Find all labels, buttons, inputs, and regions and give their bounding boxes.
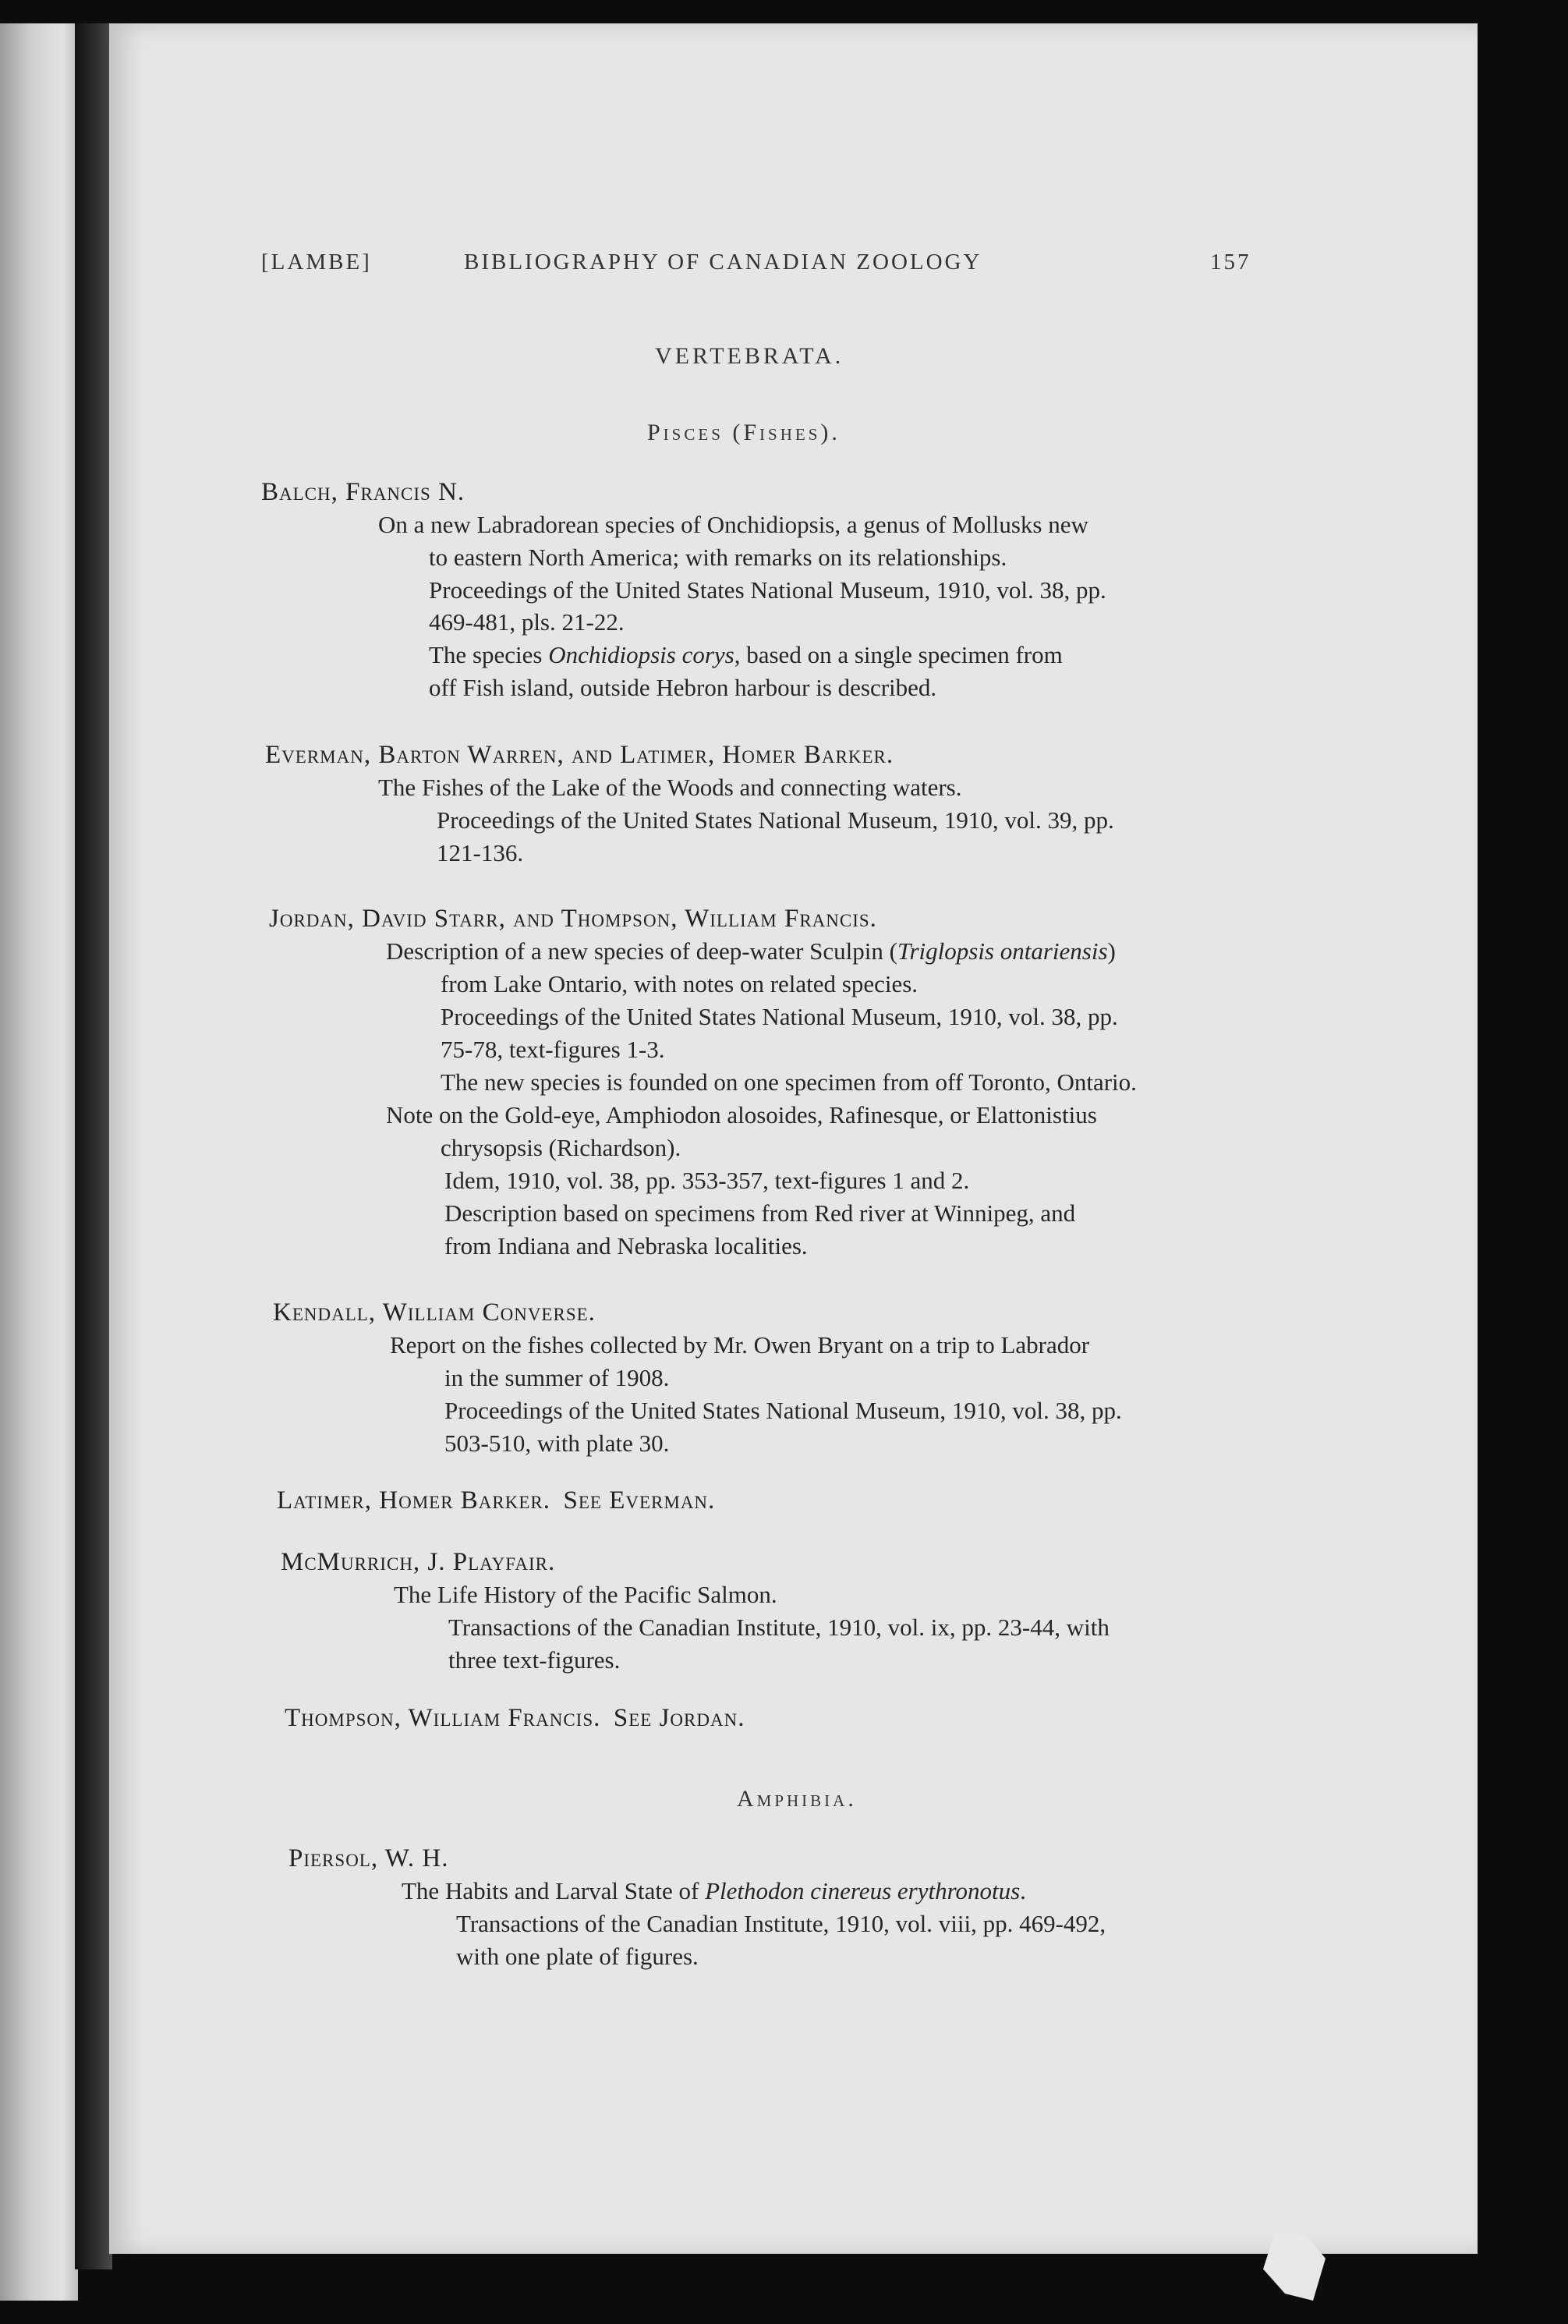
entry-line: to eastern North America; with remarks on its relationships. bbox=[429, 544, 1007, 571]
entry-line: Transactions of the Canadian Institute, 1910, vol. viii, pp. 469-492, bbox=[456, 1910, 1106, 1937]
entry-title-line: Note on the Gold-eye, Amphiodon alosoides, Rafinesque, or Elattonistius bbox=[386, 1101, 1097, 1128]
entry-cross-reference: Latimer, Homer Barker. See Everman. bbox=[277, 1486, 716, 1514]
entry-line: Proceedings of the United States National Museum, 1910, vol. 39, pp. bbox=[437, 806, 1114, 834]
entry-line: Transactions of the Canadian Institute, 1910, vol. ix, pp. 23-44, with bbox=[448, 1614, 1110, 1641]
book-gutter bbox=[75, 23, 112, 2269]
entry-line: The new species is founded on one specimen from off Toronto, Ontario. bbox=[441, 1068, 1137, 1096]
entry-line: three text-figures. bbox=[448, 1646, 621, 1674]
entry-line: 503-510, with plate 30. bbox=[444, 1429, 670, 1457]
entry-cross-reference: Thompson, William Francis. See Jordan. bbox=[285, 1704, 745, 1732]
header-title: BIBLIOGRAPHY OF CANADIAN ZOOLOGY bbox=[464, 250, 982, 275]
entry-line: chrysopsis (Richardson). bbox=[441, 1134, 681, 1161]
entry-title-line: The Habits and Larval State of Plethodon cinereus erythronotus. bbox=[402, 1877, 1026, 1904]
entry-line: Description based on specimens from Red river at Winnipeg, and bbox=[444, 1199, 1076, 1227]
entry-line: in the summer of 1908. bbox=[444, 1364, 670, 1391]
entry-line: Report on the fishes collected by Mr. Owen Bryant on a trip to Labrador bbox=[390, 1331, 1090, 1359]
entry-author: Kendall, William Converse. bbox=[273, 1298, 596, 1327]
entry-line: 121-136. bbox=[437, 839, 524, 866]
entry-line: Idem, 1910, vol. 38, pp. 353-357, text-figures 1 and 2. bbox=[444, 1167, 970, 1194]
adjacent-page-edge bbox=[0, 23, 78, 2301]
entry-line: Proceedings of the United States National Museum, 1910, vol. 38, pp. bbox=[441, 1003, 1118, 1030]
entry-title-line: Description of a new species of deep-water Sculpin (Triglopsis ontariensis) bbox=[386, 937, 1116, 965]
entry-line: 75-78, text-figures 1-3. bbox=[441, 1036, 665, 1063]
page-number: 157 bbox=[1210, 250, 1251, 275]
section-heading-vertebrata: VERTEBRATA. bbox=[655, 343, 844, 369]
entry-author: Jordan, David Starr, and Thompson, William Francis. bbox=[269, 905, 877, 933]
entry-line: Proceedings of the United States National Museum, 1910, vol. 38, pp. bbox=[444, 1397, 1122, 1424]
entry-author: Piersol, W. H. bbox=[288, 1844, 449, 1872]
section-heading-pisces: Pisces (Fishes). bbox=[647, 420, 841, 445]
entry-line: from Indiana and Nebraska localities. bbox=[444, 1232, 808, 1259]
entry-line: On a new Labradorean species of Onchidiopsis, a genus of Mollusks new bbox=[378, 511, 1088, 538]
entry-line: Proceedings of the United States National Museum, 1910, vol. 38, pp. bbox=[429, 576, 1106, 604]
entry-line: 469-481, pls. 21-22. bbox=[429, 608, 625, 636]
entry-line: The Fishes of the Lake of the Woods and connecting waters. bbox=[378, 774, 962, 801]
entry-author: Everman, Barton Warren, and Latimer, Homer Barker. bbox=[265, 741, 894, 769]
entry-note: off Fish island, outside Hebron harbour is described. bbox=[429, 674, 937, 701]
section-heading-amphibia: Amphibia. bbox=[737, 1786, 857, 1812]
entry-note: The species Onchidiopsis corys, based on a single specimen from bbox=[429, 641, 1063, 668]
entry-line: from Lake Ontario, with notes on related species. bbox=[441, 970, 919, 997]
entry-author: McMurrich, J. Playfair. bbox=[281, 1548, 556, 1576]
entry-line: with one plate of figures. bbox=[456, 1943, 699, 1970]
book-page bbox=[109, 23, 1478, 2254]
entry-author: Balch, Francis N. bbox=[261, 478, 465, 506]
entry-line: The Life History of the Pacific Salmon. bbox=[394, 1581, 777, 1608]
header-author-tag: [LAMBE] bbox=[261, 250, 372, 275]
